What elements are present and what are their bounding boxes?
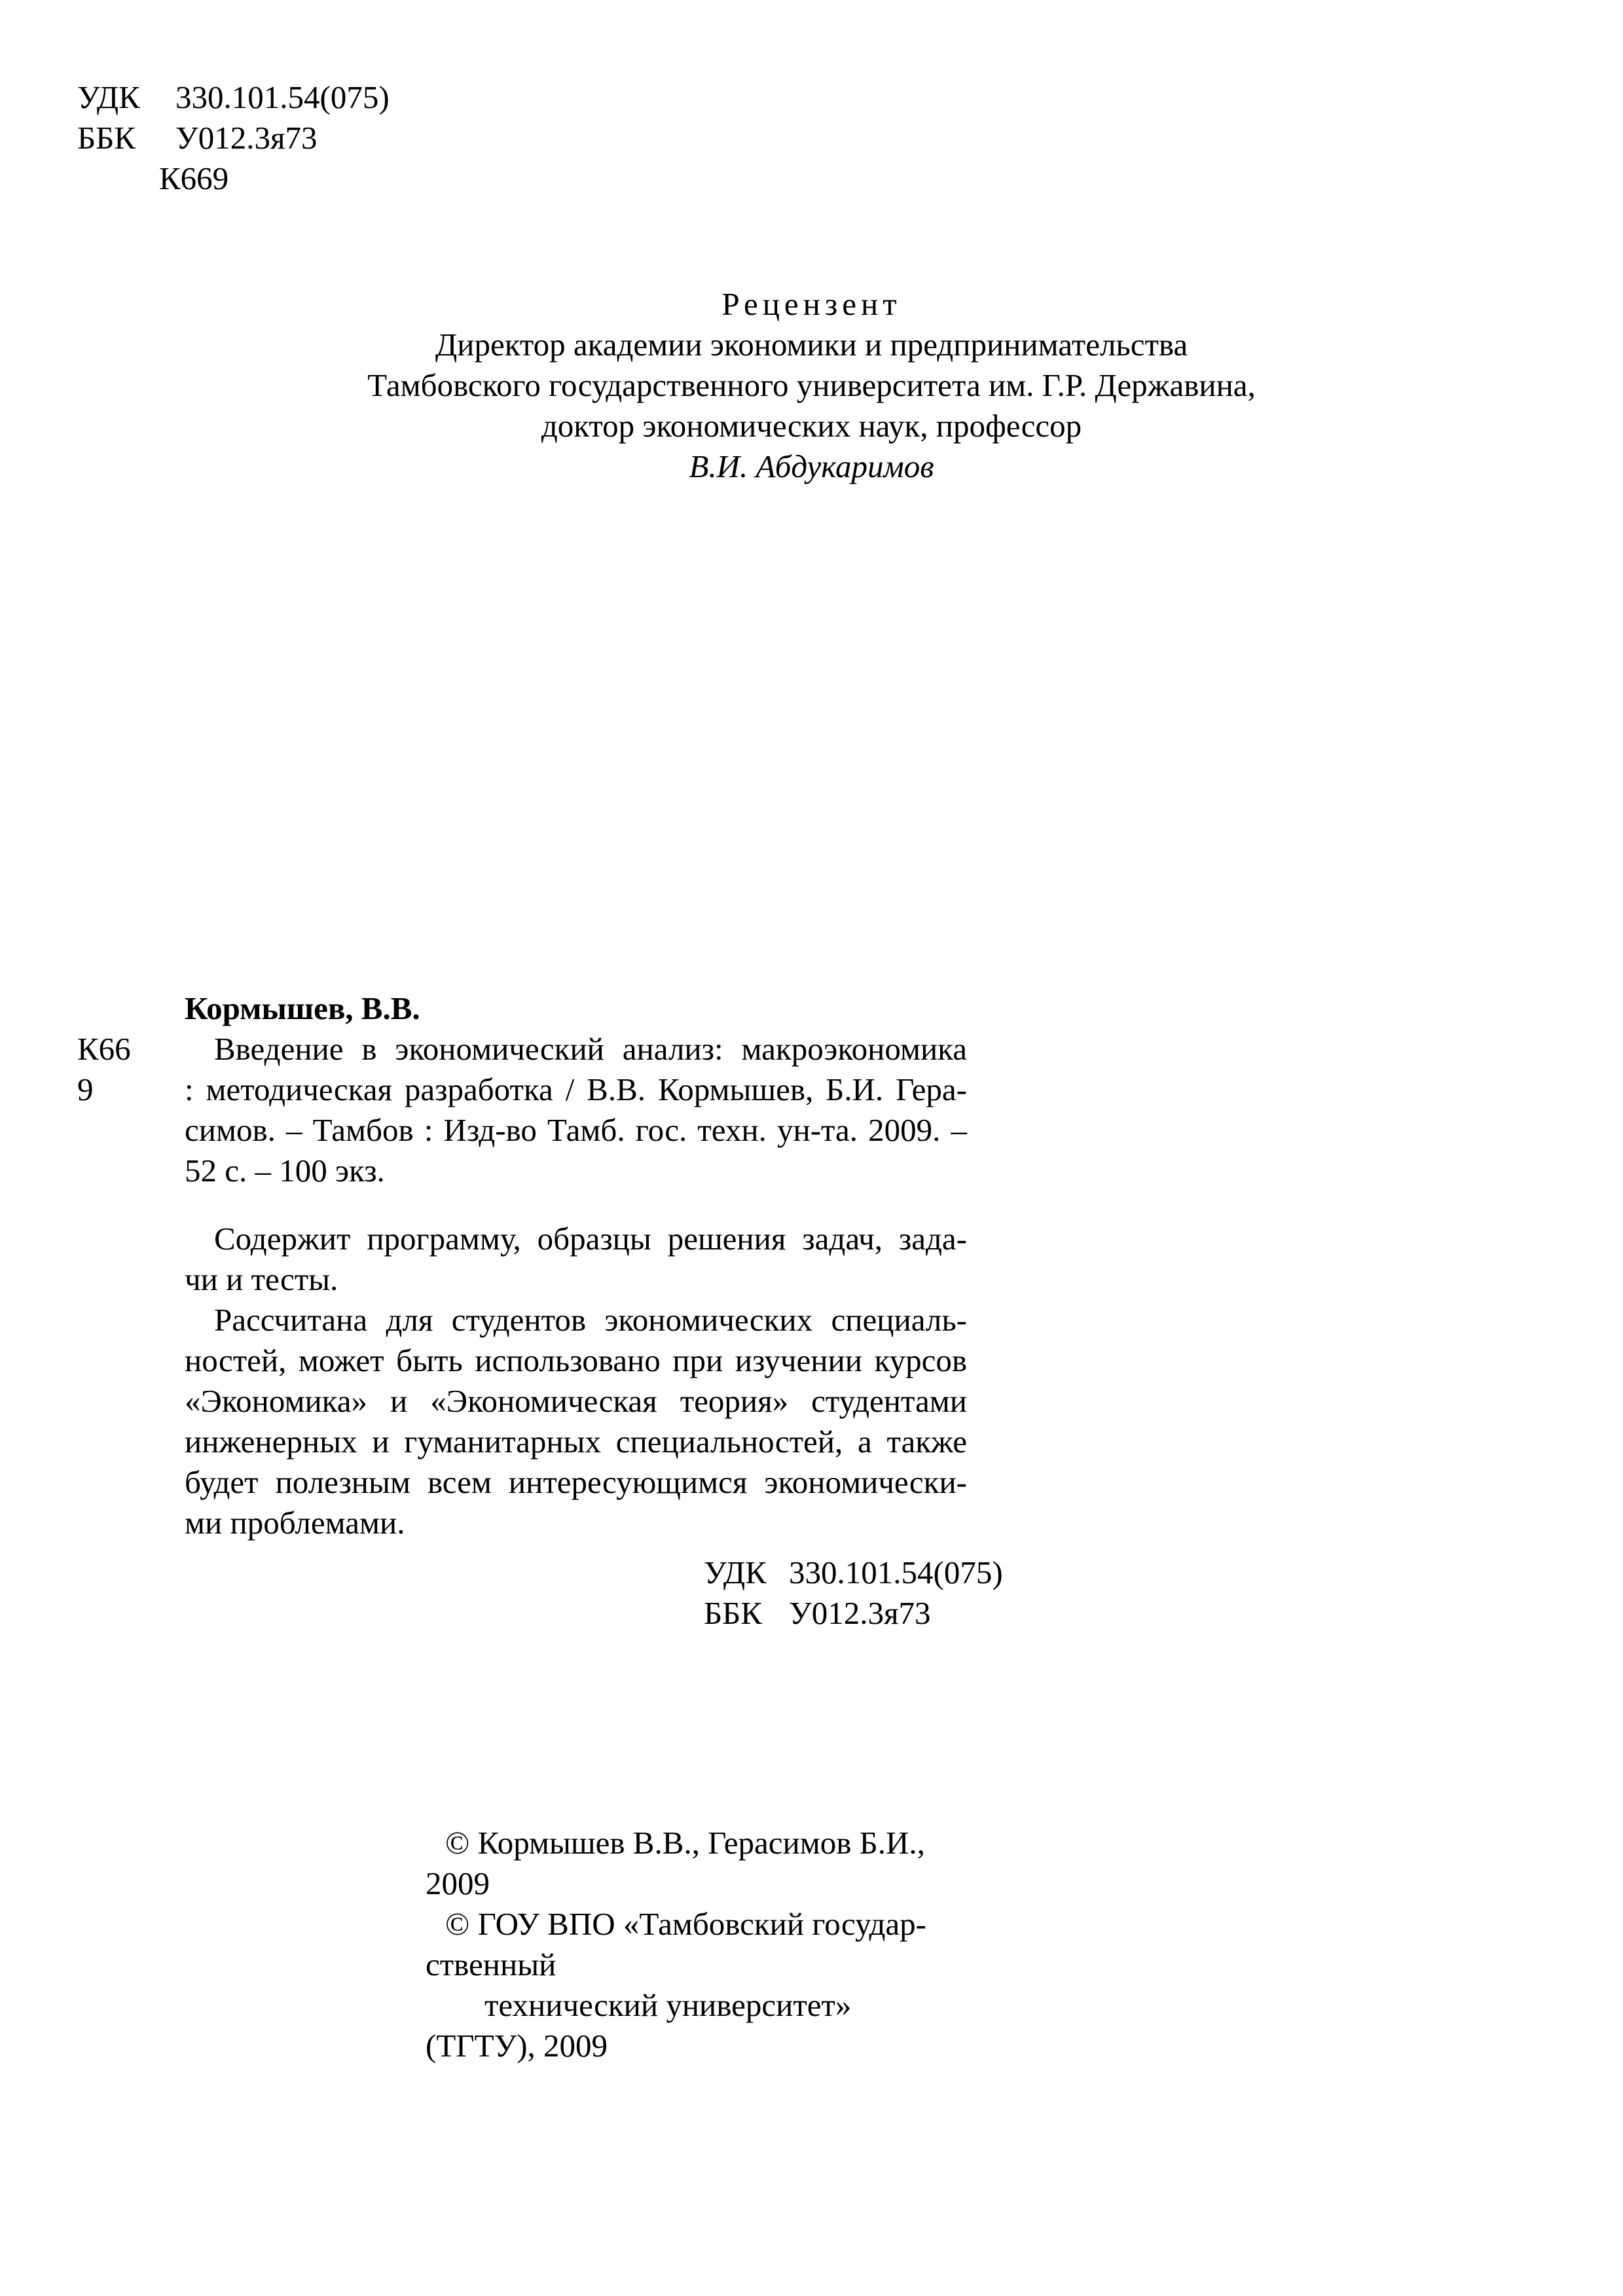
- reviewer-block: [0, 284, 1623, 487]
- udk-row: [77, 77, 390, 118]
- copyright-line: © ГОУ ВПО «Тамбовский государ-: [445, 1906, 926, 1942]
- reviewer-position: Директор академии экономики и предпринимательства: [435, 327, 1188, 363]
- card-index-line1: К66: [77, 1031, 131, 1067]
- bbk-row: [77, 118, 390, 158]
- abstract-line: ми проблемами.: [185, 1505, 405, 1541]
- card-desc-line: 52 с. – 100 экз.: [185, 1153, 385, 1189]
- abstract-line: чи и тесты.: [185, 1261, 338, 1297]
- card-index: [77, 1029, 131, 1110]
- reviewer-institution: Тамбовского государственного университета им. Г.Р. Державина,: [367, 367, 1256, 403]
- abstract-paragraph-2: [185, 1300, 967, 1543]
- copyright-line: технический университет»: [484, 1987, 852, 2023]
- abstract-line: будет полезным всем интересующимся экономически-: [185, 1464, 967, 1500]
- copyright-line: © Кормышев В.В., Герасимов Б.И.,: [445, 1825, 925, 1861]
- copyright-line: 2009: [426, 1865, 490, 1901]
- card-author: Кормышев, В.В.: [185, 990, 420, 1026]
- bbk-label: ББК: [77, 120, 136, 156]
- abstract-line: инженерных и гуманитарных специальностей, а также: [185, 1424, 967, 1460]
- abstract-line: Рассчитана для студентов экономических специаль-: [214, 1302, 967, 1338]
- card-description: [185, 1029, 967, 1191]
- abstract-line: ностей, может быть использовано при изучении курсов: [185, 1342, 967, 1378]
- reviewer-degree: доктор экономических наук, профессор: [541, 408, 1082, 444]
- card-desc-line: : методическая разработка / В.В. Кормышев, Б.И. Гера-: [185, 1071, 967, 1107]
- reviewer-name: В.И. Абдукаримов: [689, 448, 934, 484]
- copyright-line: (ТГТУ), 2009: [426, 2028, 608, 2064]
- bbk-label: ББК: [704, 1595, 762, 1631]
- copyright-block: [426, 1823, 926, 2066]
- bbk-value: У012.3я73: [175, 120, 318, 156]
- udk-label: УДК: [704, 1554, 767, 1590]
- abstract-line: «Экономика» и «Экономическая теория» студентами: [185, 1383, 967, 1419]
- udk-row: [704, 1552, 1003, 1593]
- card-desc-line: симов. – Тамбов : Изд-во Тамб. гос. техн. ун-та. 2009. –: [185, 1112, 967, 1148]
- author-mark: К669: [159, 160, 229, 196]
- udk-value: 330.101.54(075): [175, 79, 390, 115]
- udk-label: УДК: [77, 79, 140, 115]
- card-index-line2: 9: [77, 1071, 94, 1107]
- reviewer-caption: Рецензент: [721, 286, 902, 322]
- bbk-value: У012.3я73: [789, 1595, 931, 1631]
- abstract-line: Содержит программу, образцы решения задач, зада-: [214, 1221, 967, 1257]
- bottom-index-block: [704, 1552, 1003, 1634]
- bbk-row: [704, 1593, 1003, 1634]
- copyright-line: ственный: [426, 1946, 556, 1982]
- udk-value: 330.101.54(075): [789, 1554, 1003, 1590]
- abstract-paragraph-1: [185, 1219, 967, 1300]
- top-index-block: [77, 77, 390, 199]
- card-desc-line: Введение в экономический анализ: макроэкономика: [214, 1031, 967, 1067]
- card-abstract: [185, 1219, 967, 1543]
